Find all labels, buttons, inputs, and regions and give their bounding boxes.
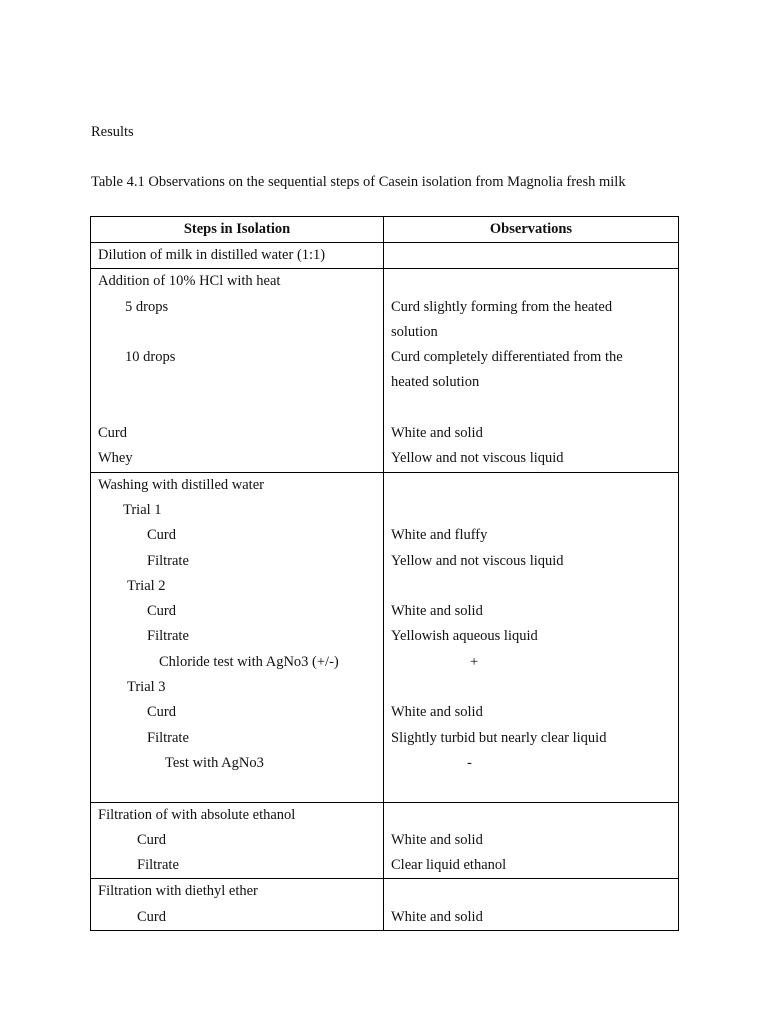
observation-line bbox=[391, 803, 671, 828]
step-line: Curd bbox=[147, 603, 176, 620]
step-line: Addition of 10% HCl with heat bbox=[98, 273, 281, 290]
observations-cell bbox=[384, 879, 679, 931]
observation-line bbox=[391, 879, 671, 904]
steps-cell bbox=[91, 243, 384, 269]
step-line: Trial 2 bbox=[127, 577, 166, 594]
observation-line bbox=[391, 269, 671, 294]
step-line: Curd bbox=[147, 704, 176, 721]
step-line: Curd bbox=[98, 425, 127, 442]
observation-line: White and solid bbox=[391, 908, 483, 925]
observation-line: Curd completely differentiated from the bbox=[391, 349, 623, 366]
step-line: Curd bbox=[137, 908, 166, 925]
step-line bbox=[98, 396, 376, 421]
step-line: Filtration with diethyl ether bbox=[98, 883, 258, 900]
step-line: Washing with distilled water bbox=[98, 476, 264, 493]
step-line: Filtrate bbox=[147, 552, 189, 569]
step-line: 10 drops bbox=[125, 349, 176, 366]
observation-line: Yellowish aqueous liquid bbox=[391, 628, 538, 645]
step-line: Filtrate bbox=[137, 857, 179, 874]
step-line: Filtrate bbox=[147, 729, 189, 746]
step-line bbox=[98, 370, 376, 395]
table-row bbox=[91, 879, 679, 931]
observation-line: White and solid bbox=[391, 603, 483, 620]
observation-line bbox=[391, 243, 671, 268]
step-line: Trial 1 bbox=[123, 501, 162, 518]
step-line: Trial 3 bbox=[127, 679, 166, 696]
observation-line bbox=[391, 396, 671, 421]
table-row bbox=[91, 243, 679, 269]
step-line bbox=[98, 776, 376, 801]
observation-line bbox=[391, 675, 671, 700]
observation-line: - bbox=[467, 754, 472, 771]
step-line: Curd bbox=[147, 527, 176, 544]
observation-line: Curd slightly forming from the heated bbox=[391, 298, 613, 315]
observation-line: + bbox=[470, 653, 479, 670]
steps-cell bbox=[91, 802, 384, 879]
step-line: 5 drops bbox=[125, 298, 169, 315]
observation-line bbox=[391, 574, 671, 599]
observation-line: Slightly turbid but nearly clear liquid bbox=[391, 729, 607, 746]
step-line: Whey bbox=[98, 450, 133, 467]
observations-cell bbox=[384, 472, 679, 802]
observation-line: White and solid bbox=[391, 704, 483, 721]
step-line: Chloride test with AgNo3 (+/-) bbox=[159, 653, 339, 670]
step-line: Test with AgNo3 bbox=[165, 754, 264, 771]
observations-cell bbox=[384, 269, 679, 472]
step-line bbox=[98, 320, 376, 345]
steps-cell bbox=[91, 879, 384, 931]
observation-line: White and solid bbox=[391, 425, 483, 442]
observations-cell bbox=[384, 802, 679, 879]
table-header-row bbox=[91, 217, 679, 243]
table-row bbox=[91, 269, 679, 472]
step-line: Filtrate bbox=[147, 628, 189, 645]
steps-cell bbox=[91, 472, 384, 802]
section-heading: Results bbox=[91, 124, 134, 140]
step-line: Dilution of milk in distilled water (1:1) bbox=[98, 247, 326, 263]
header-observations: Observations bbox=[384, 217, 679, 243]
observation-line: White and solid bbox=[391, 831, 483, 848]
table-row bbox=[91, 472, 679, 802]
observation-line bbox=[391, 473, 671, 498]
observation-line: Clear liquid ethanol bbox=[391, 857, 507, 874]
observation-line: Yellow and not viscous liquid bbox=[391, 552, 564, 569]
observation-line bbox=[391, 498, 671, 523]
observation-line: solution bbox=[391, 323, 438, 340]
observations-cell bbox=[384, 243, 679, 269]
table-caption: Table 4.1 Observations on the sequential steps of Casein isolation from Magnolia fresh milk bbox=[91, 174, 626, 190]
steps-cell bbox=[91, 269, 384, 472]
step-line: Filtration of with absolute ethanol bbox=[98, 806, 296, 823]
step-line: Curd bbox=[137, 831, 166, 848]
observation-line bbox=[391, 776, 671, 801]
observation-line: heated solution bbox=[391, 374, 480, 391]
observation-line: White and fluffy bbox=[391, 527, 488, 544]
table-row bbox=[91, 802, 679, 879]
header-steps: Steps in Isolation bbox=[91, 217, 384, 243]
observations-table bbox=[90, 216, 679, 931]
observation-line: Yellow and not viscous liquid bbox=[391, 450, 564, 467]
